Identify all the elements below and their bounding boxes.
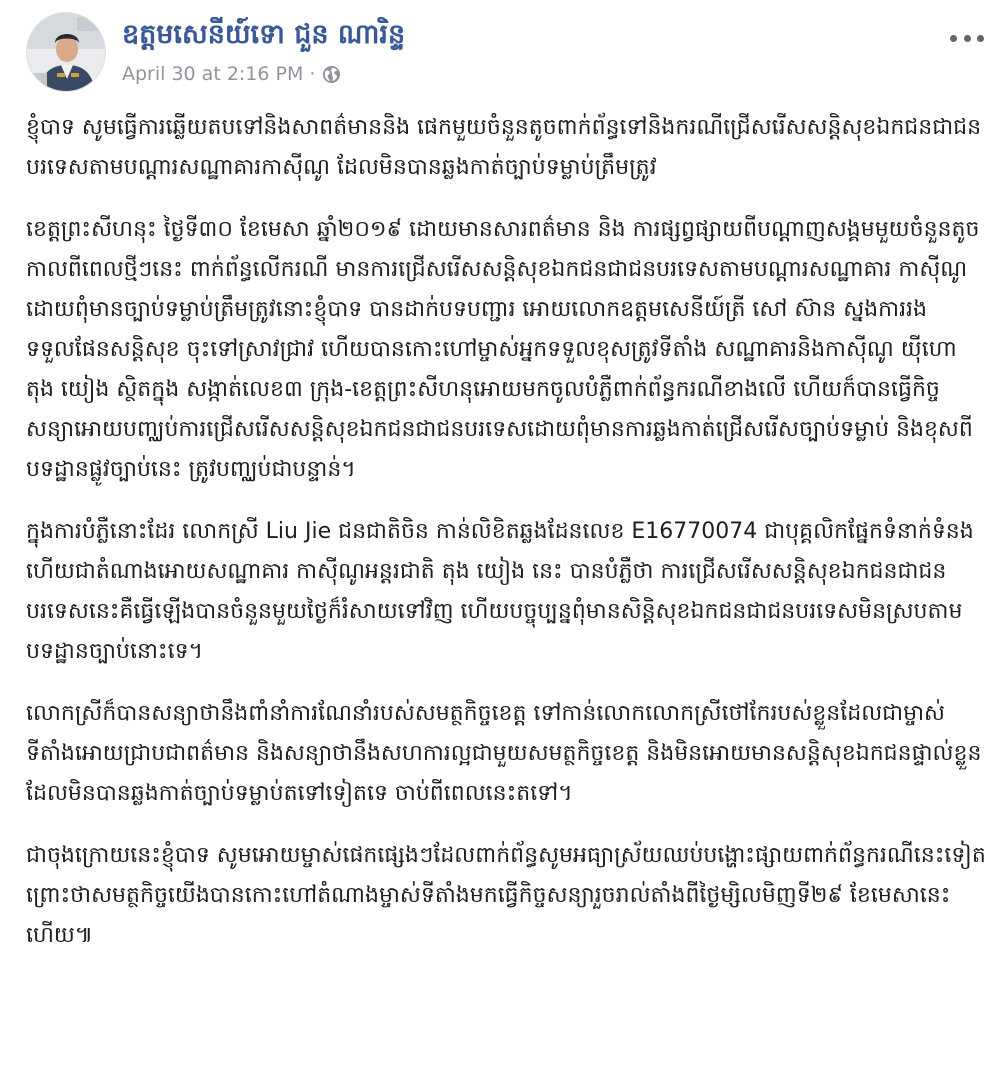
dot (950, 35, 957, 42)
meta-separator: · (309, 63, 316, 85)
globe-icon[interactable] (322, 65, 341, 84)
post-header (26, 12, 1004, 96)
post-paragraph: ខេត្តព្រះសីហនុះ ថ្ងៃទី៣០ ខែមេសា ឆ្នាំ២០១៩ ដោយមានសារពត៌មាន និង ការផ្សព្វផ្សាយពីបណ្តាញសង្គមមួយចំនួនតូច កាលពីពេលថ្មីៗនេះ ពាក់ព័ន្ធលើករណី មានការជ្រើសរើសសន្តិសុខឯកជនជាជនបរទេសតាមបណ្តារសណ្ឋាគារ កាស៊ីណូ ដោយពុំមានច្បាប់ទម្លាប់ត្រឹមត្រូវនោះខ្ញុំបាទ បានដាក់បទបញ្ជារ អោយលោកឧត្តមសេនីយ៍ត្រី សៅ ស៊ាន ស្នងការរងទទួលផែនសន្តិសុខ ចុះទៅស្រាវជ្រាវ ហើយបានកោះហៅម្ចាស់អ្នកទទួលខុសត្រូវទីតាំង សណ្ឋាគារនិងកាស៊ីណូ យ៉ីហោ តុង យៀង ស្ថិតក្នុង សង្កាត់លេខ៣ ក្រុង-ខេត្តព្រះសីហនុអោយមកចូលបំភ្លឺពាក់ព័ន្ធករណីខាងលើ ហើយក៏បានធ្វើកិច្ចសន្យាអោយបញ្ឈប់ការជ្រើសរើសសន្តិសុខឯកជនជាជនបរទេសដោយពុំមានការឆ្លងកាត់ជ្រើសរើសច្បាប់ទម្លាប់ និងខុសពីបទដ្ឋានផ្លូវច្បាប់នេះ ត្រូវបញ្ឈប់ជាបន្ទាន់។ (26, 217, 980, 482)
author-name-link[interactable]: ឧត្តមសេនីយ៍ទោ ជួន ណារិន្ទ (122, 19, 406, 50)
author-avatar[interactable] (26, 12, 106, 92)
post-body (26, 108, 986, 978)
post-meta (122, 63, 341, 85)
dot (964, 35, 971, 42)
post-paragraph: ក្នុងការបំភ្លឺនោះដែរ លោកស្រី Liu Jie ជនជាតិចិន កាន់លិខិតឆ្លងដែនលេខ E16770074 ជាបុគ្គលិកផ្នែកទំនាក់ទំនង ហើយជាតំណាងអោយសណ្ឋាគារ កាស៊ីណូអន្តរជាតិ តុង យៀង នេះ បានបំភ្លឺថា ការជ្រើសរើសសន្តិសុខឯកជនជាជនបរទេសនេះគឺធ្វើឡើងបានចំនួនមួយថ្ងៃក៏រំសាយទៅវិញ ហើយបច្ចុប្បន្នពុំមានសិន្តិសុខឯកជនជាជនបរទេសមិនស្របតាមបទដ្ឋានច្បាប់នោះទេ។ (26, 519, 974, 664)
post-paragraph: ជាចុងក្រោយនេះខ្ញុំបាទ សូមអោយម្ចាស់ផេកផ្សេងៗដែលពាក់ព័ន្ធសូមអធ្យាស្រ័យឈប់បង្ហោះផ្សាយពាក់ព័ន្ធករណីនេះទៀត ព្រោះថាសមត្ថកិច្ចយើងបានកោះហៅតំណាងម្ចាស់ទីតាំងមកធ្វើកិច្ចសន្យារួចរាល់តាំងពីថ្ងៃម្សិលមិញទី២៩ ខែមេសានេះហើយ៕ (26, 843, 986, 948)
post-paragraph: ខ្ញុំបាទ សូមធ្វើការឆ្លើយតបទៅនិងសាពត៌មាននិង ផេកមួយចំនួនតូចពាក់ព័ន្ធទៅនិងករណីជ្រើសរើសសន្តិសុខឯកជនជាជនបរទេសតាមបណ្តារសណ្ឋាគារកាស៊ីណូ ដែលមិនបានឆ្លងកាត់ច្បាប់ទម្លាប់ត្រឹមត្រូវ (26, 115, 982, 180)
post-paragraph: លោកស្រីក៏បានសន្យាថានឹងពាំនាំការណែនាំរបស់សមត្ថកិច្ចខេត្ត ទៅកាន់លោកលោកស្រីថៅកែរបស់ខ្លួនដែលជាម្ចាស់ទីតាំងអោយជ្រាបជាពត៌មាន និងសន្យាថានឹងសហការល្អជាមួយសមត្ថកិច្ចខេត្ត និងមិនអោយមានសន្តិសុខឯកជនផ្ទាល់ខ្លួនដែលមិនបានឆ្លងកាត់ច្បាប់ទម្លាប់តទៅទៀតទេ ចាប់ពីពេលនេះតទៅ។ (26, 701, 982, 806)
post-timestamp-link[interactable]: April 30 at 2:16 PM (122, 63, 304, 85)
dot (977, 35, 984, 42)
more-options-icon[interactable] (950, 28, 984, 48)
